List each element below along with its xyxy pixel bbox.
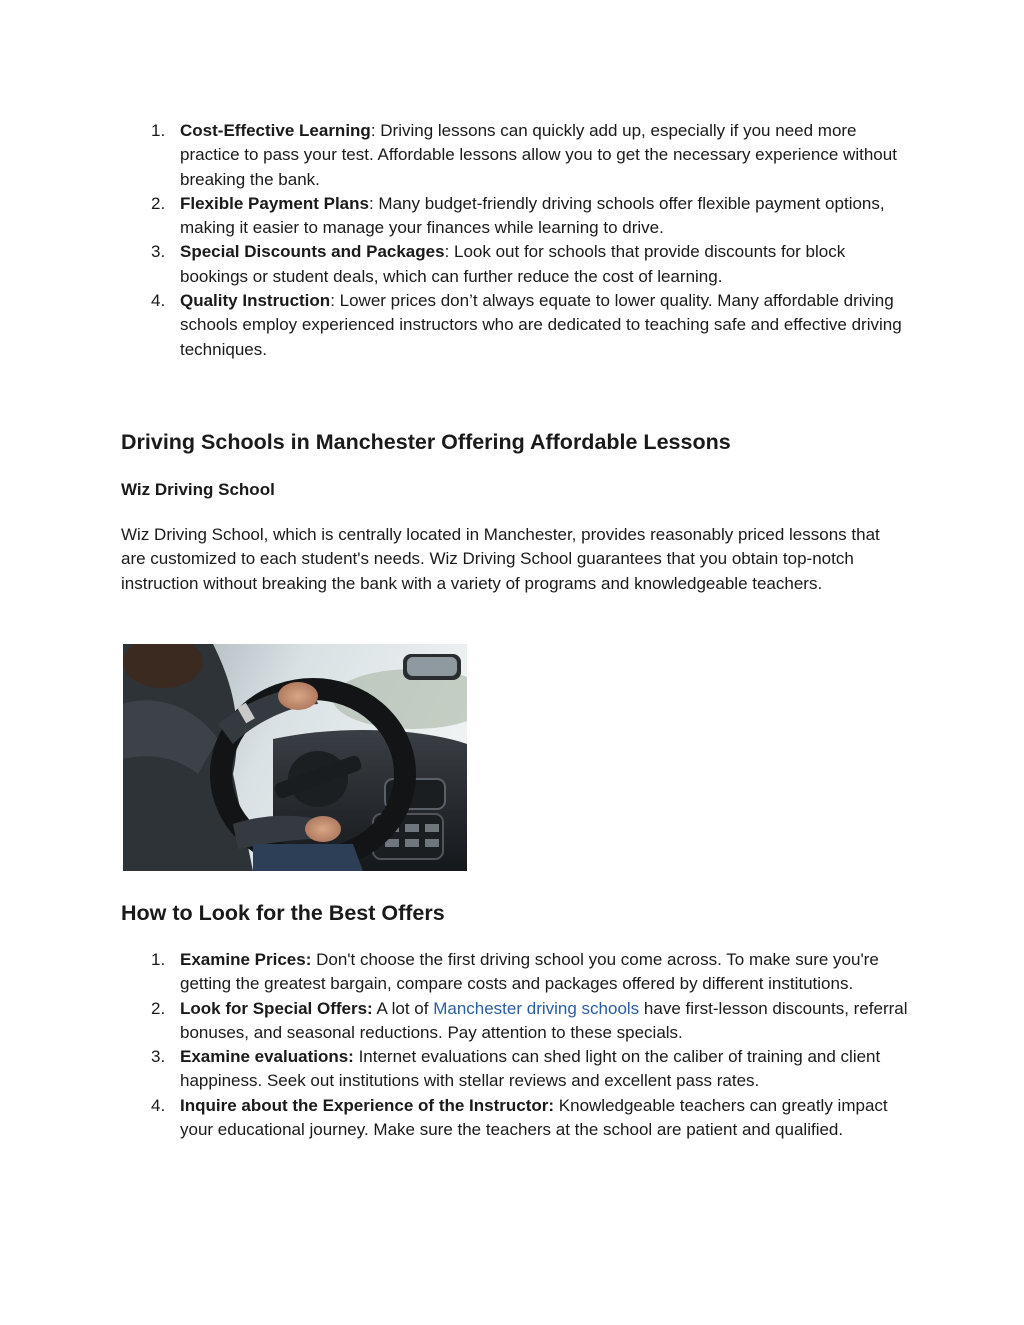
list-item-title: Cost-Effective Learning	[180, 121, 371, 140]
best-offers-list	[121, 948, 911, 1142]
list-item-title: Inquire about the Experience of the Instructor:	[180, 1095, 555, 1115]
section-heading-driving-schools: Driving Schools in Manchester Offering Affordable Lessons	[121, 430, 731, 454]
list-item: 2. Flexible Payment Plans: Many budget-friendly driving schools offer flexible payment options, making it easier to manage your finances while learning to drive.	[151, 193, 885, 238]
list-item-text: : Lower prices don’t always equate to lower quality. Many affordable driving schools employ experienced instructors who are dedicated to teaching safe and effective driving techniques.	[180, 291, 902, 359]
list-item: 1. Examine Prices: Don't choose the first driving school you come across. To make sure you're getting the greatest bargain, compare costs and packages offered by different institutions.	[151, 950, 879, 994]
wiz-description-paragraph: Wiz Driving School, which is centrally located in Manchester, provides reasonably priced lessons that are customized to each student's needs. Wiz Driving School guarantees that you obtain top-notch instruction without breaking the bank with a variety of programs and knowledgeable teachers.	[121, 525, 880, 593]
list-item: 1. Cost-Effective Learning: Driving lessons can quickly add up, especially if you need more practice to pass your test. Affordable lessons allow you to get the necessary experience without breaking the bank.	[151, 121, 897, 189]
section-heading-best-offers: How to Look for the Best Offers	[121, 901, 445, 925]
subheading-wiz-driving-school: Wiz Driving School	[121, 480, 275, 499]
list-item-title: Flexible Payment Plans	[180, 193, 369, 213]
list-item-text: Don't choose the first driving school you come across. To make sure you're getting the greatest bargain, compare costs and packages offered by different institutions.	[180, 950, 879, 994]
list-item-title: Special Discounts and Packages	[180, 242, 445, 262]
list-item: 3. Examine evaluations: Internet evaluations can shed light on the caliber of training and client happiness. Seek out institutions with stellar reviews and excellent pass rates.	[151, 1047, 881, 1091]
list-item-title: Look for Special Offers:	[180, 998, 373, 1018]
manchester-driving-schools-link[interactable]: Manchester driving schools	[433, 998, 640, 1018]
list-item: 4. Quality Instruction: Lower prices don’t always equate to lower quality. Many affordable driving schools employ experienced instructors who are dedicated to teaching safe and effective driving techniques.	[151, 291, 902, 359]
driver-at-steering-wheel-photo	[123, 644, 467, 871]
list-item-title: Quality Instruction	[180, 291, 331, 311]
benefits-list	[121, 119, 911, 362]
list-item-text: : Look out for schools that provide discounts for block bookings or student deals, which can further reduce the cost of learning.	[180, 242, 846, 286]
list-item-text: Knowledgeable teachers can greatly impact your educational journey. Make sure the teachers at the school are patient and qualified.	[180, 1095, 888, 1140]
list-item-text: : Many budget-friendly driving schools offer flexible payment options, making it easier to manage your finances while learning to drive.	[180, 193, 885, 238]
list-item: 4. Inquire about the Experience of the Instructor: Knowledgeable teachers can greatly impact your educational journey. Make sure the teachers at the school are patient and qualified.	[151, 1095, 888, 1140]
list-item-text: Internet evaluations can shed light on the caliber of training and client happiness. Seek out institutions with stellar reviews and excellent pass rates.	[180, 1047, 881, 1091]
list-item-title: Examine evaluations:	[180, 1047, 354, 1067]
list-item-text: : Driving lessons can quickly add up, especially if you need more practice to pass your test. Affordable lessons allow you to get the necessary experience without breaking the bank.	[180, 121, 897, 189]
list-item-text: A lot of	[372, 998, 434, 1018]
list-item: 2. Look for Special Offers: A lot of Manchester driving schools have first-lesson discounts, referral bonuses, and seasonal reductions. Pay attention to these specials.	[151, 998, 908, 1042]
list-item-text: have first-lesson discounts, referral bonuses, and seasonal reductions. Pay attention to these specials.	[180, 998, 908, 1042]
list-item-title: Examine Prices:	[180, 950, 312, 969]
list-item: 3. Special Discounts and Packages: Look out for schools that provide discounts for block bookings or student deals, which can further reduce the cost of learning.	[151, 242, 846, 286]
